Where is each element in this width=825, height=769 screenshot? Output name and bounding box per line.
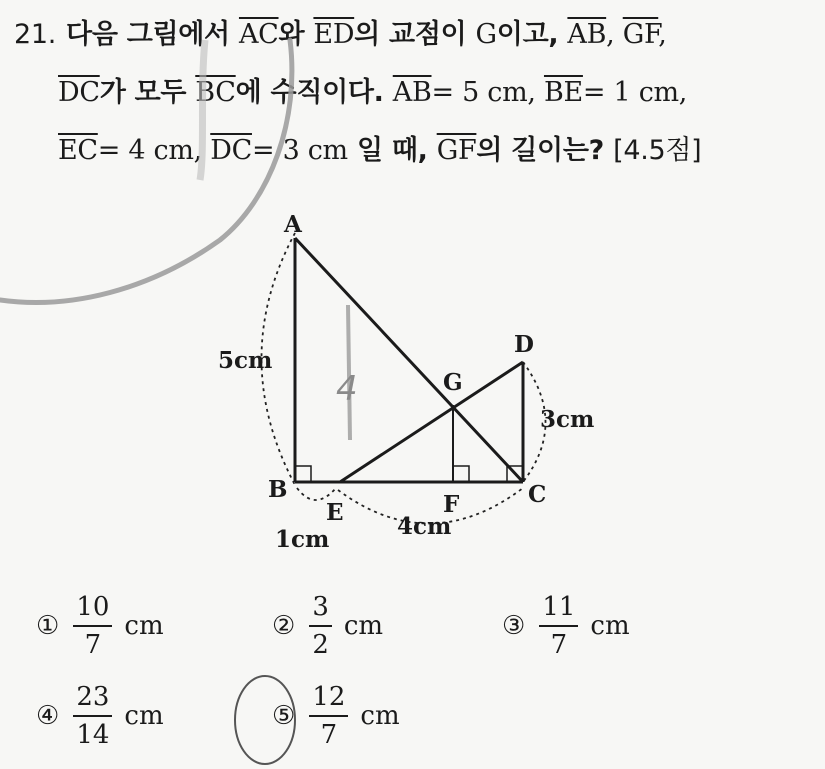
- numerator: 23: [73, 684, 112, 717]
- text-segment: 의 교점이: [354, 19, 476, 50]
- point-label-g: G: [443, 369, 463, 396]
- right-angle-mark-b: [295, 466, 311, 482]
- numerator: 11: [539, 594, 578, 627]
- question-number: 21.: [14, 19, 57, 50]
- pencil-scribble: [200, 40, 205, 180]
- segment-ab: $\overline{AB}$: [567, 19, 607, 50]
- numerator: 10: [73, 594, 112, 627]
- measure-label-ec: 4cm: [397, 513, 452, 540]
- segment-gf: $\overline{GF}$: [622, 19, 659, 50]
- points-badge: [4.5점]: [613, 135, 702, 166]
- segment-ed-line: [340, 362, 523, 482]
- text-segment: 일 때,: [347, 135, 437, 166]
- segment-dc: $\overline{DC}$: [210, 135, 252, 166]
- text-segment: 가 모두: [99, 77, 196, 108]
- point-label-e: E: [326, 499, 344, 526]
- segment-ac-line: [295, 238, 523, 482]
- fraction: [309, 684, 348, 748]
- segment-ec: $\overline{EC}$: [58, 135, 98, 166]
- denominator: 7: [320, 720, 338, 750]
- fraction: [309, 594, 332, 658]
- unit: cm: [124, 701, 164, 731]
- measure-label-ab: 5cm: [218, 347, 273, 374]
- denominator: 14: [76, 720, 110, 750]
- point-label-a: A: [284, 211, 302, 238]
- choice-number-5: ⑤: [272, 701, 296, 731]
- choice-4[interactable]: [36, 684, 164, 748]
- choice-number-1: ①: [36, 611, 60, 641]
- right-angle-mark-f: [453, 466, 469, 482]
- point-g-text: G: [475, 19, 497, 50]
- text-segment: 와: [278, 19, 314, 50]
- handwritten-mark: 4: [336, 369, 358, 409]
- segment-ac: $\overline{AC}$: [238, 19, 279, 50]
- point-label-c: C: [528, 481, 547, 508]
- unit: cm: [124, 611, 164, 641]
- measure-text: = 5 cm,: [431, 77, 544, 108]
- numerator: 3: [309, 594, 332, 627]
- segment-ed: $\overline{ED}$: [313, 19, 355, 50]
- fraction: [73, 594, 112, 658]
- segment-gf: $\overline{GF}$: [436, 135, 477, 166]
- point-label-d: D: [514, 331, 534, 358]
- measure-label-be: 1cm: [275, 526, 330, 553]
- unit: cm: [590, 611, 630, 641]
- unit: cm: [360, 701, 400, 731]
- segment-bc: $\overline{BC}$: [195, 77, 236, 108]
- segment-ab: $\overline{AB}$: [392, 77, 432, 108]
- measure-text: = 3 cm: [251, 135, 348, 166]
- choice-number-2: ②: [272, 611, 296, 641]
- measure-label-dc: 3cm: [540, 406, 595, 433]
- pencil-scribble: [0, 40, 292, 303]
- text-segment: 다음 그림에서: [66, 19, 239, 50]
- segment-dc: $\overline{DC}$: [58, 77, 100, 108]
- point-label-f: F: [443, 491, 460, 518]
- choice-2[interactable]: [272, 594, 383, 658]
- choice-number-4: ④: [36, 701, 60, 731]
- text-segment: ,: [658, 19, 667, 50]
- point-label-b: B: [268, 476, 288, 503]
- measure-text: = 4 cm,: [97, 135, 211, 166]
- choice-number-3: ③: [502, 611, 526, 641]
- segment-be: $\overline{BE}$: [543, 77, 583, 108]
- text-segment: 의 길이는?: [476, 135, 614, 166]
- choice-5[interactable]: [272, 684, 400, 748]
- text-segment: 에 수직이다.: [235, 77, 393, 108]
- denominator: 7: [84, 630, 102, 660]
- text-segment: ,: [606, 19, 623, 50]
- numerator: 12: [309, 684, 348, 717]
- denominator: 2: [312, 630, 329, 660]
- choice-3[interactable]: [502, 594, 630, 658]
- fraction: [73, 684, 112, 748]
- text-segment: 이고,: [496, 19, 568, 50]
- measure-text: = 1 cm,: [582, 77, 688, 108]
- denominator: 7: [550, 630, 568, 660]
- unit: cm: [343, 611, 384, 641]
- choice-1[interactable]: [36, 594, 164, 658]
- fraction: [539, 594, 578, 658]
